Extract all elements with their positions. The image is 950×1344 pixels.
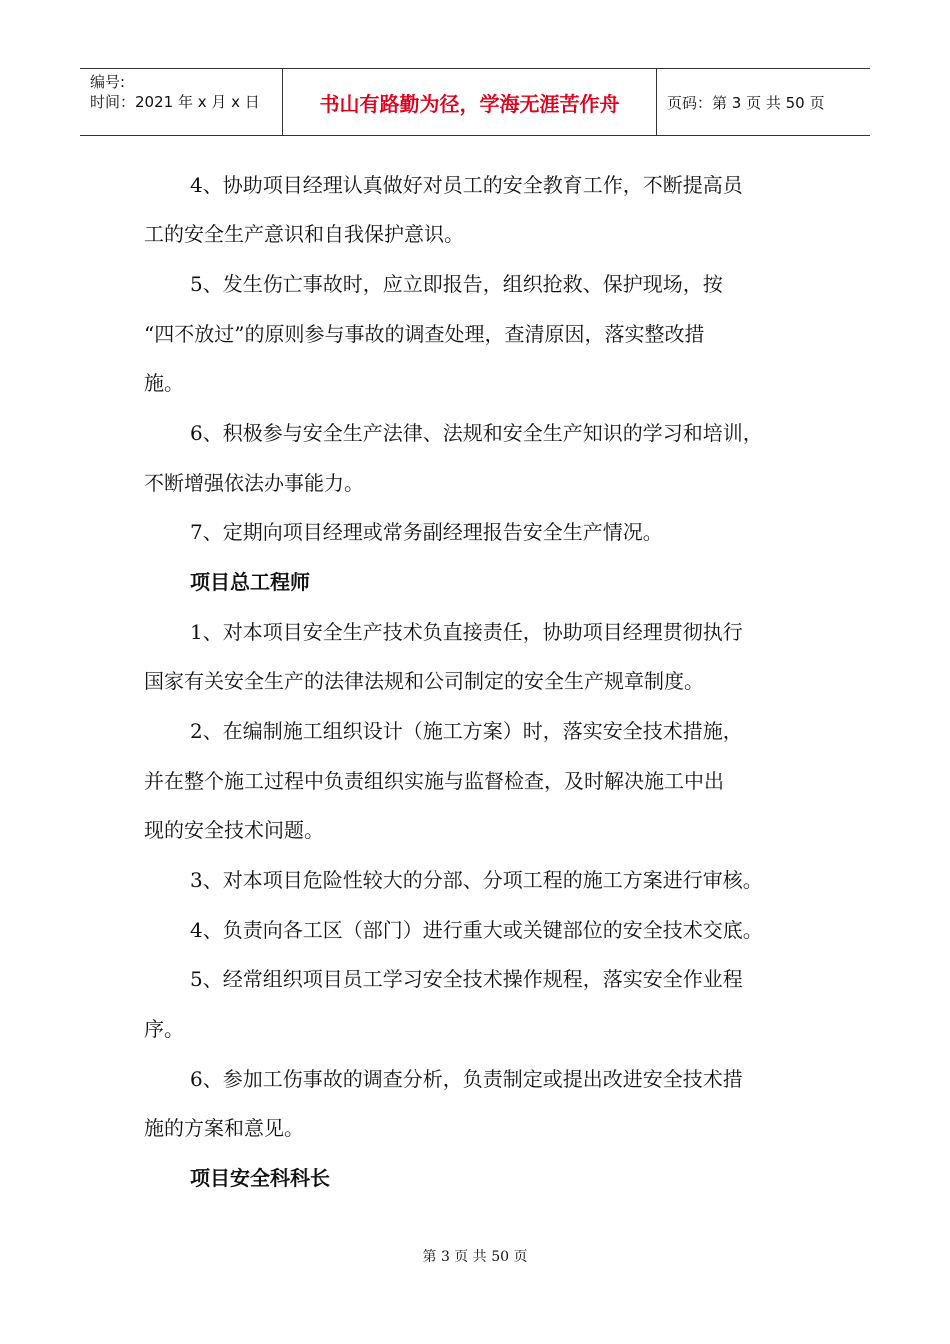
page-footer: 第 3 页 共 50 页 [422,1249,528,1265]
document-number-label: 编号: [90,73,126,91]
header-meta-cell [80,69,283,135]
body-line: 国家有关安全生产的法律法规和公司制定的安全生产规章制度。 [144,669,704,693]
body-line: 5、发生伤亡事故时，应立即报告，组织抢救、保护现场，按 [190,272,723,296]
header-motto: 书山有路勤为径，学海无涯苦作舟 [319,92,620,116]
body-line: 5、经常组织项目员工学习安全技术操作规程，落实安全作业程 [190,967,743,991]
page-header [80,68,870,136]
header-page-info: 页码：第 3 页 共 50 页 [667,94,825,112]
body-line: 现的安全技术问题。 [144,818,324,842]
body-line: 6、积极参与安全生产法律、法规和安全生产知识的学习和培训， [190,421,763,445]
body-line: 工的安全生产意识和自我保护意识。 [144,222,464,246]
body-line: 施的方案和意见。 [144,1116,304,1140]
body-line: 6、参加工伤事故的调查分析，负责制定或提出改进安全技术措 [190,1067,743,1091]
body-line: “四不放过”的原则参与事故的调查处理，查清原因，落实整改措 [144,322,705,346]
body-line: 4、协助项目经理认真做好对员工的安全教育工作，不断提高员 [190,173,743,197]
body-line: 并在整个施工过程中负责组织实施与监督检查，及时解决施工中出 [144,769,724,793]
body-line: 施。 [144,371,184,395]
body-line: 1、对本项目安全生产技术负直接责任，协助项目经理贯彻执行 [190,620,743,644]
body-line: 4、负责向各工区（部门）进行重大或关键部位的安全技术交底。 [190,918,763,942]
section-heading-safety-chief: 项目安全科科长 [190,1166,330,1190]
body-line: 序。 [144,1017,184,1041]
body-line: 不断增强依法办事能力。 [144,471,364,495]
body-line: 7、定期向项目经理或常务副经理报告安全生产情况。 [190,520,663,544]
header-motto-cell [283,69,657,135]
header-page-cell [657,69,870,135]
body-line: 3、对本项目危险性较大的分部、分项工程的施工方案进行审核。 [190,868,763,892]
section-heading-chief-engineer: 项目总工程师 [190,570,310,594]
document-date-label: 时间：2021 年 x 月 x 日 [90,93,260,111]
body-line: 2、在编制施工组织设计（施工方案）时，落实安全技术措施， [190,719,743,743]
